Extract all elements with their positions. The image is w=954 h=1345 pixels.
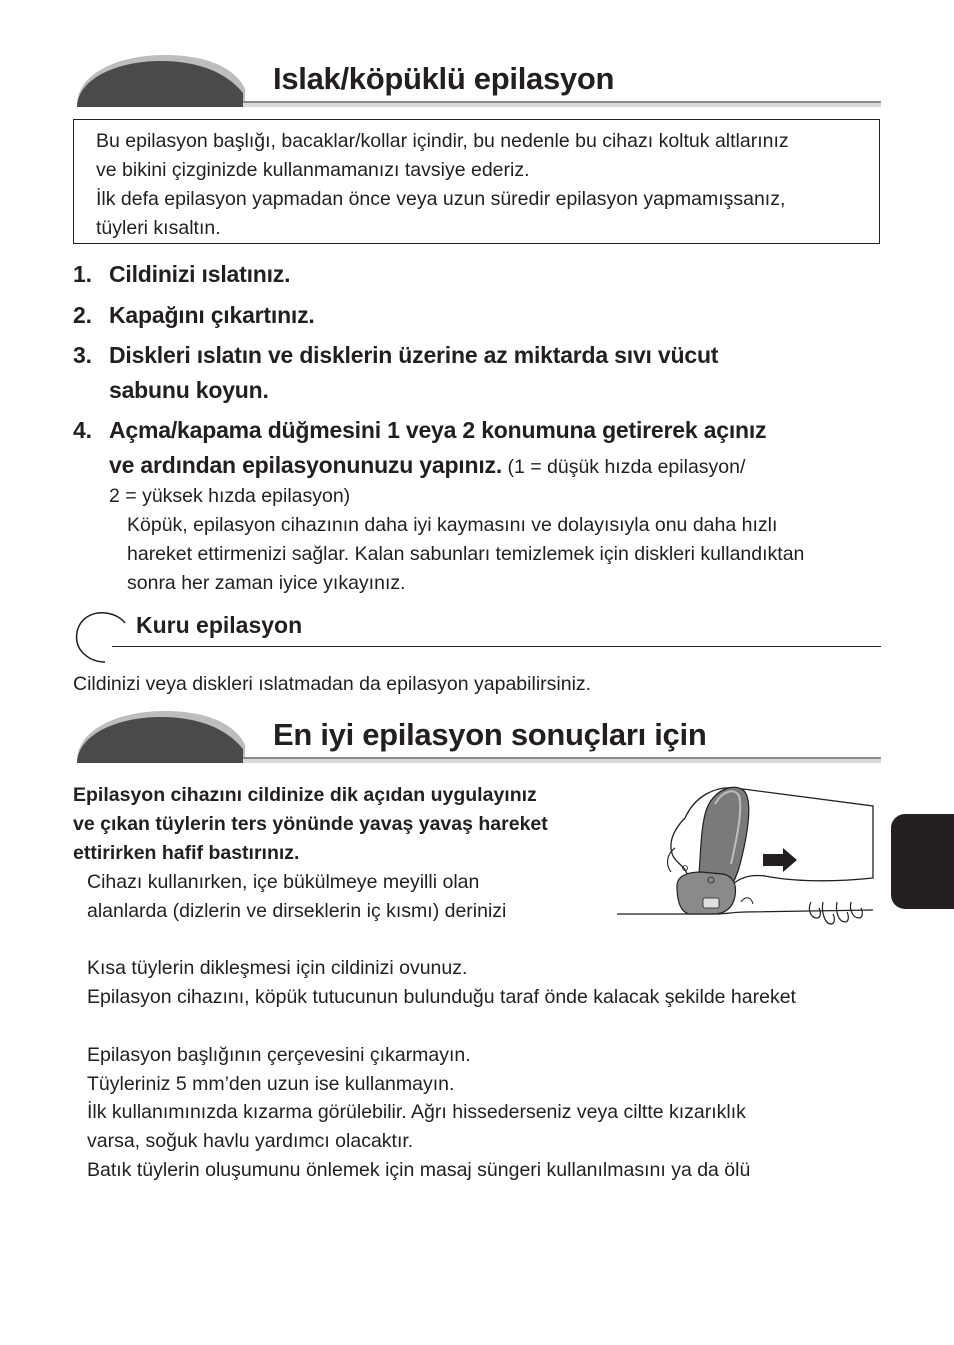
step-number: 3. bbox=[73, 342, 92, 368]
step-speed-note: (1 = düşük hızda epilasyon/ bbox=[502, 456, 746, 478]
notice-box bbox=[73, 119, 880, 244]
step-speed-note-cont: 2 = yüksek hızda epilasyon) bbox=[109, 485, 351, 507]
subsection-text: Cildinizi veya diskleri ıslatmadan da epilasyon yapabilirsiniz. bbox=[73, 673, 592, 695]
subsection-rule bbox=[112, 646, 881, 647]
subsection-title: Kuru epilasyon bbox=[136, 612, 303, 638]
tip-line: varsa, soğuk havlu yardımcı olacaktır. bbox=[87, 1130, 414, 1152]
step-text: Cildinizi ıslatınız. bbox=[109, 261, 291, 287]
subsection-arc-decoration bbox=[73, 609, 133, 665]
step-4-detail: Köpük, epilasyon cihazının daha iyi kaymasını ve dolayısıyla onu daha hızlı bbox=[127, 514, 778, 536]
section-rule bbox=[243, 757, 881, 763]
notice-line: Bu epilasyon başlığı, bacaklar/kollar içindir, bu nedenle bu cihazı koltuk altlarınız bbox=[96, 130, 789, 152]
step-4-cont bbox=[109, 452, 745, 479]
step-text: Diskleri ıslatın ve disklerin üzerine az miktarda sıvı vücut bbox=[109, 342, 719, 368]
step-3-cont bbox=[109, 377, 269, 404]
epilator-hand-illustration bbox=[615, 778, 877, 936]
section-header-wet-epilation bbox=[75, 53, 881, 107]
notice-line: ve bikini çizginizde kullanmamanızı tavsiye ederiz. bbox=[96, 159, 530, 181]
tip-line: İlk kullanımınızda kızarma görülebilir. Ağrı hissederseniz veya ciltte kızarıklık bbox=[87, 1101, 746, 1123]
tip-line: Tüyleriniz 5 mm’den uzun ise kullanmayın. bbox=[87, 1073, 455, 1095]
notice-line: İlk defa epilasyon yapmadan önce veya uzun süredir epilasyon yapmamışsanız, bbox=[96, 188, 786, 210]
step-text: Kapağını çıkartınız. bbox=[109, 302, 315, 328]
tip-line: Epilasyon cihazını, köpük tutucunun bulunduğu taraf önde kalacak şekilde hareket bbox=[87, 986, 796, 1008]
tip-line: Batık tüylerin oluşumunu önlemek için masaj süngeri kullanılmasını ya da ölü bbox=[87, 1159, 751, 1181]
side-language-tab bbox=[891, 814, 954, 909]
tip-bold-line: Epilasyon cihazını cildinize dik açıdan uygulayınız bbox=[73, 784, 537, 806]
step-4-detail: sonra her zaman iyice yıkayınız. bbox=[127, 572, 406, 594]
step-text: sabunu koyun. bbox=[109, 377, 269, 403]
tip-line: Kısa tüylerin dikleşmesi için cildinizi ovunuz. bbox=[87, 957, 468, 979]
tip-bold-line: ettirirken hafif bastırınız. bbox=[73, 842, 300, 864]
section-title: Islak/köpüklü epilasyon bbox=[273, 61, 615, 96]
tip-bold-line: ve çıkan tüylerin ters yönünde yavaş yavaş hareket bbox=[73, 813, 548, 835]
step-number: 4. bbox=[73, 417, 92, 443]
section-pill-decoration bbox=[75, 53, 247, 107]
section-rule bbox=[243, 101, 881, 107]
step-4-detail: hareket ettirmenizi sağlar. Kalan sabunları temizlemek için diskleri kullandıktan bbox=[127, 543, 805, 565]
section-header-best-results bbox=[75, 709, 881, 763]
tip-line: Cihazı kullanırken, içe bükülmeye meyilli olan bbox=[87, 871, 480, 893]
step-2 bbox=[73, 302, 315, 329]
section-pill-decoration bbox=[75, 709, 247, 763]
step-text: Açma/kapama düğmesini 1 veya 2 konumuna getirerek açınız bbox=[109, 417, 767, 443]
step-1 bbox=[73, 261, 290, 288]
step-3 bbox=[73, 342, 718, 369]
step-number: 1. bbox=[73, 261, 92, 287]
step-text: ve ardından epilasyonunuzu yapınız. bbox=[109, 452, 503, 478]
tip-line: alanlarda (dizlerin ve dirseklerin iç kısmı) derinizi bbox=[87, 900, 507, 922]
step-number: 2. bbox=[73, 302, 92, 328]
step-4 bbox=[73, 417, 766, 444]
tip-line: Epilasyon başlığının çerçevesini çıkarmayın. bbox=[87, 1044, 471, 1066]
section-title: En iyi epilasyon sonuçları için bbox=[273, 717, 707, 752]
notice-line: tüyleri kısaltın. bbox=[96, 217, 221, 239]
